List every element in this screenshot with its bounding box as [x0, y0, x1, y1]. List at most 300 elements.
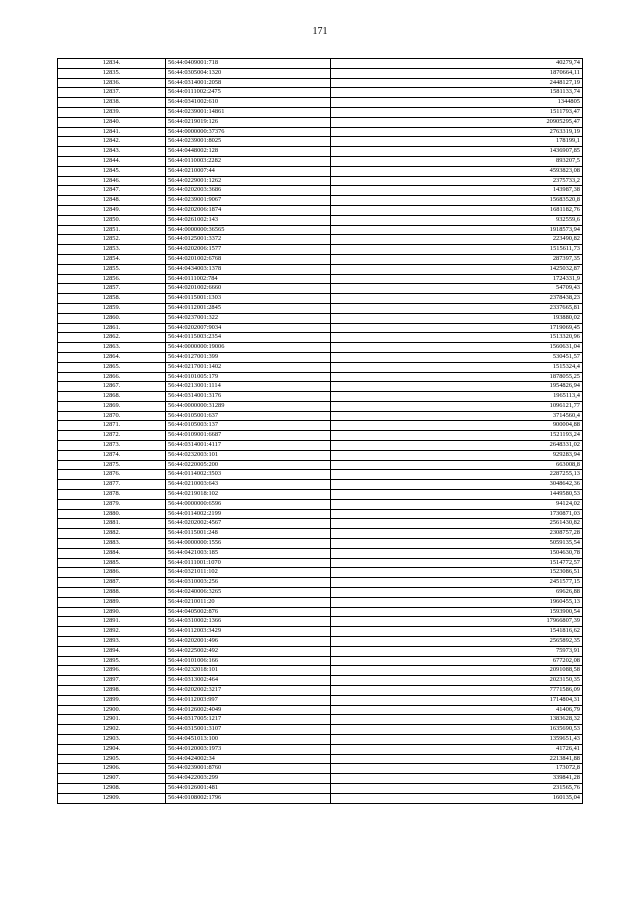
cadastral-number-cell: 56:44:0434003:1378 [166, 264, 331, 274]
cadastral-number-cell: 56:44:0220005:200 [166, 460, 331, 470]
row-number-cell: 12837. [58, 88, 166, 98]
value-cell: 1541816,62 [331, 627, 583, 637]
row-number-cell: 12843. [58, 147, 166, 157]
cadastral-number-cell: 56:44:0202003:3686 [166, 186, 331, 196]
row-number-cell: 12835. [58, 68, 166, 78]
cadastral-number-cell: 56:44:0314001:2058 [166, 78, 331, 88]
row-number-cell: 12876. [58, 470, 166, 480]
value-cell: 5059135,54 [331, 539, 583, 549]
table-row [58, 431, 583, 441]
table-row [58, 499, 583, 509]
value-cell: 900004,88 [331, 421, 583, 431]
table-row [58, 88, 583, 98]
row-number-cell: 12867. [58, 382, 166, 392]
cadastral-number-cell: 56:44:0115001:248 [166, 529, 331, 539]
value-cell: 1870664,11 [331, 68, 583, 78]
table-row [58, 529, 583, 539]
row-number-cell: 12905. [58, 754, 166, 764]
value-cell: 1730871,03 [331, 509, 583, 519]
cadastral-number-cell: 56:44:0112003:997 [166, 695, 331, 705]
cadastral-number-cell: 56:44:0313002:464 [166, 676, 331, 686]
table-row [58, 519, 583, 529]
table-row [58, 774, 583, 784]
cadastral-number-cell: 56:44:0000000:37376 [166, 127, 331, 137]
value-cell: 2763319,19 [331, 127, 583, 137]
value-cell: 2023150,35 [331, 676, 583, 686]
row-number-cell: 12852. [58, 235, 166, 245]
cadastral-number-cell: 56:44:0315001:3107 [166, 725, 331, 735]
table-row [58, 117, 583, 127]
table-body [58, 59, 583, 804]
cadastral-number-cell: 56:44:0111002:2475 [166, 88, 331, 98]
table-row [58, 156, 583, 166]
row-number-cell: 12836. [58, 78, 166, 88]
row-number-cell: 12885. [58, 558, 166, 568]
row-number-cell: 12878. [58, 490, 166, 500]
value-cell: 1918573,94 [331, 225, 583, 235]
row-number-cell: 12886. [58, 568, 166, 578]
cadastral-number-cell: 56:44:0000000:31289 [166, 401, 331, 411]
row-number-cell: 12877. [58, 480, 166, 490]
cadastral-number-cell: 56:44:0237001:322 [166, 313, 331, 323]
cadastral-number-cell: 56:44:0225002:492 [166, 646, 331, 656]
value-cell: 1965113,4 [331, 392, 583, 402]
table-row [58, 441, 583, 451]
row-number-cell: 12854. [58, 254, 166, 264]
value-cell: 1560631,04 [331, 343, 583, 353]
cadastral-number-cell: 56:44:0405002:876 [166, 607, 331, 617]
value-cell: 1714804,31 [331, 695, 583, 705]
row-number-cell: 12856. [58, 274, 166, 284]
row-number-cell: 12903. [58, 734, 166, 744]
table-row [58, 460, 583, 470]
table-row [58, 294, 583, 304]
page-number: 171 [312, 26, 328, 37]
cadastral-number-cell: 56:44:0125001:3372 [166, 235, 331, 245]
row-number-cell: 12868. [58, 392, 166, 402]
table-row [58, 666, 583, 676]
row-number-cell: 12908. [58, 783, 166, 793]
cadastral-number-cell: 56:44:0115001:1303 [166, 294, 331, 304]
cadastral-number-cell: 56:44:0219018:102 [166, 490, 331, 500]
value-cell: 2648331,02 [331, 441, 583, 451]
table-row [58, 343, 583, 353]
value-cell: 4593823,08 [331, 166, 583, 176]
cadastral-number-cell: 56:44:0000000:6596 [166, 499, 331, 509]
table-row [58, 421, 583, 431]
value-cell: 1724331,9 [331, 274, 583, 284]
table-row [58, 548, 583, 558]
row-number-cell: 12861. [58, 323, 166, 333]
table-row [58, 686, 583, 696]
table-row [58, 617, 583, 627]
value-cell: 1436907,85 [331, 147, 583, 157]
table-row [58, 107, 583, 117]
cadastral-value-table [57, 58, 583, 804]
table-row [58, 744, 583, 754]
row-number-cell: 12899. [58, 695, 166, 705]
value-cell: 2091088,58 [331, 666, 583, 676]
table-row [58, 392, 583, 402]
row-number-cell: 12896. [58, 666, 166, 676]
row-number-cell: 12858. [58, 294, 166, 304]
value-cell: 15683520,8 [331, 196, 583, 206]
row-number-cell: 12850. [58, 215, 166, 225]
cadastral-number-cell: 56:44:0120003:1973 [166, 744, 331, 754]
value-cell: 2565892,35 [331, 637, 583, 647]
value-cell: 75973,91 [331, 646, 583, 656]
value-cell: 1359651,43 [331, 734, 583, 744]
value-cell: 1515324,4 [331, 362, 583, 372]
value-cell: 1504630,78 [331, 548, 583, 558]
table-row [58, 578, 583, 588]
row-number-cell: 12871. [58, 421, 166, 431]
row-number-cell: 12860. [58, 313, 166, 323]
value-cell: 2448127,19 [331, 78, 583, 88]
value-cell: 1960455,13 [331, 597, 583, 607]
value-cell: 3048642,36 [331, 480, 583, 490]
value-cell: 530451,57 [331, 352, 583, 362]
row-number-cell: 12853. [58, 245, 166, 255]
cadastral-number-cell: 56:44:0114002:2199 [166, 509, 331, 519]
row-number-cell: 12894. [58, 646, 166, 656]
value-cell: 54709,43 [331, 284, 583, 294]
cadastral-number-cell: 56:44:0115003:2354 [166, 333, 331, 343]
table-row [58, 382, 583, 392]
table-row [58, 509, 583, 519]
cadastral-number-cell: 56:44:0112003:3429 [166, 627, 331, 637]
row-number-cell: 12848. [58, 196, 166, 206]
table-row [58, 215, 583, 225]
row-number-cell: 12887. [58, 578, 166, 588]
table-row [58, 59, 583, 69]
cadastral-number-cell: 56:44:0202002:4567 [166, 519, 331, 529]
cadastral-number-cell: 56:44:0000000:1556 [166, 539, 331, 549]
row-number-cell: 12883. [58, 539, 166, 549]
table-row [58, 313, 583, 323]
table-row [58, 480, 583, 490]
row-number-cell: 12839. [58, 107, 166, 117]
cadastral-number-cell: 56:44:0201002:6660 [166, 284, 331, 294]
cadastral-number-cell: 56:44:0108002:1796 [166, 793, 331, 803]
row-number-cell: 12863. [58, 343, 166, 353]
table-row [58, 764, 583, 774]
cadastral-number-cell: 56:44:0409001:718 [166, 59, 331, 69]
cadastral-number-cell: 56:44:0424002:34 [166, 754, 331, 764]
row-number-cell: 12851. [58, 225, 166, 235]
table-row [58, 225, 583, 235]
value-cell: 7771586,09 [331, 686, 583, 696]
cadastral-number-cell: 56:44:0201002:6768 [166, 254, 331, 264]
row-number-cell: 12889. [58, 597, 166, 607]
table-row [58, 705, 583, 715]
table-row [58, 401, 583, 411]
table-row [58, 245, 583, 255]
cadastral-number-cell: 56:44:0421003:185 [166, 548, 331, 558]
table-row [58, 284, 583, 294]
row-number-cell: 12893. [58, 637, 166, 647]
row-number-cell: 12901. [58, 715, 166, 725]
value-cell: 2378438,23 [331, 294, 583, 304]
value-cell: 231565,76 [331, 783, 583, 793]
value-cell: 193880,02 [331, 313, 583, 323]
cadastral-number-cell: 56:44:0110003:2282 [166, 156, 331, 166]
value-cell: 1383628,32 [331, 715, 583, 725]
row-number-cell: 12859. [58, 303, 166, 313]
value-cell: 663008,8 [331, 460, 583, 470]
table-row [58, 254, 583, 264]
cadastral-number-cell: 56:44:0101005:179 [166, 372, 331, 382]
table-row [58, 166, 583, 176]
row-number-cell: 12857. [58, 284, 166, 294]
row-number-cell: 12862. [58, 333, 166, 343]
cadastral-number-cell: 56:44:0210011:20 [166, 597, 331, 607]
cadastral-number-cell: 56:44:0105001:637 [166, 411, 331, 421]
table-row [58, 450, 583, 460]
table-row [58, 637, 583, 647]
value-cell: 1096121,77 [331, 401, 583, 411]
value-cell: 160135,04 [331, 793, 583, 803]
table-row [58, 783, 583, 793]
value-cell: 17966807,39 [331, 617, 583, 627]
row-number-cell: 12897. [58, 676, 166, 686]
table-row [58, 754, 583, 764]
value-cell: 143987,38 [331, 186, 583, 196]
table-row [58, 656, 583, 666]
table-row [58, 715, 583, 725]
row-number-cell: 12845. [58, 166, 166, 176]
cadastral-number-cell: 56:44:0305004:1320 [166, 68, 331, 78]
cadastral-number-cell: 56:44:0310003:256 [166, 578, 331, 588]
row-number-cell: 12890. [58, 607, 166, 617]
row-number-cell: 12898. [58, 686, 166, 696]
row-number-cell: 12888. [58, 588, 166, 598]
value-cell: 69626,88 [331, 588, 583, 598]
row-number-cell: 12846. [58, 176, 166, 186]
row-number-cell: 12874. [58, 450, 166, 460]
table-row [58, 411, 583, 421]
row-number-cell: 12900. [58, 705, 166, 715]
cadastral-number-cell: 56:44:0261002:143 [166, 215, 331, 225]
table-row [58, 78, 583, 88]
cadastral-number-cell: 56:44:0317005:1217 [166, 715, 331, 725]
cadastral-number-cell: 56:44:0202007:9034 [166, 323, 331, 333]
value-cell: 1514772,57 [331, 558, 583, 568]
cadastral-number-cell: 56:44:0232003:101 [166, 450, 331, 460]
value-cell: 2308757,28 [331, 529, 583, 539]
table-row [58, 597, 583, 607]
table-row [58, 627, 583, 637]
table-row [58, 734, 583, 744]
cadastral-number-cell: 56:44:0422003:299 [166, 774, 331, 784]
value-cell: 20905295,47 [331, 117, 583, 127]
value-cell: 929283,94 [331, 450, 583, 460]
table-row [58, 539, 583, 549]
value-cell: 94124,02 [331, 499, 583, 509]
table-row [58, 607, 583, 617]
table-row [58, 98, 583, 108]
value-cell: 41726,41 [331, 744, 583, 754]
row-number-cell: 12880. [58, 509, 166, 519]
row-number-cell: 12866. [58, 372, 166, 382]
table-row [58, 470, 583, 480]
value-cell: 3714560,4 [331, 411, 583, 421]
cadastral-number-cell: 56:44:0229001:1262 [166, 176, 331, 186]
table-row [58, 372, 583, 382]
value-cell: 287397,35 [331, 254, 583, 264]
row-number-cell: 12907. [58, 774, 166, 784]
table-row [58, 568, 583, 578]
row-number-cell: 12849. [58, 205, 166, 215]
row-number-cell: 12882. [58, 529, 166, 539]
table-row [58, 137, 583, 147]
value-cell: 1425032,87 [331, 264, 583, 274]
row-number-cell: 12834. [58, 59, 166, 69]
cadastral-number-cell: 56:44:0451013:100 [166, 734, 331, 744]
table-row [58, 196, 583, 206]
cadastral-number-cell: 56:44:0310002:1366 [166, 617, 331, 627]
cadastral-number-cell: 56:44:0210003:643 [166, 480, 331, 490]
value-cell: 2287255,13 [331, 470, 583, 480]
value-cell: 173072,8 [331, 764, 583, 774]
table-row [58, 264, 583, 274]
row-number-cell: 12841. [58, 127, 166, 137]
value-cell: 1449580,53 [331, 490, 583, 500]
cadastral-number-cell: 56:44:0213001:1114 [166, 382, 331, 392]
cadastral-number-cell: 56:44:0202001:496 [166, 637, 331, 647]
row-number-cell: 12870. [58, 411, 166, 421]
cadastral-number-cell: 56:44:0111001:1070 [166, 558, 331, 568]
value-cell: 1344805 [331, 98, 583, 108]
value-cell: 2337665,81 [331, 303, 583, 313]
row-number-cell: 12884. [58, 548, 166, 558]
cadastral-number-cell: 56:44:0000000:36565 [166, 225, 331, 235]
cadastral-number-cell: 56:44:0217001:1402 [166, 362, 331, 372]
value-cell: 223490,82 [331, 235, 583, 245]
cadastral-number-cell: 56:44:0101006:166 [166, 656, 331, 666]
row-number-cell: 12838. [58, 98, 166, 108]
cadastral-number-cell: 56:44:0111002:784 [166, 274, 331, 284]
table-row [58, 362, 583, 372]
row-number-cell: 12904. [58, 744, 166, 754]
row-number-cell: 12892. [58, 627, 166, 637]
row-number-cell: 12869. [58, 401, 166, 411]
cadastral-number-cell: 56:44:0112001:2845 [166, 303, 331, 313]
row-number-cell: 12895. [58, 656, 166, 666]
table-row [58, 274, 583, 284]
table-row [58, 490, 583, 500]
value-cell: 1511793,47 [331, 107, 583, 117]
row-number-cell: 12844. [58, 156, 166, 166]
cadastral-number-cell: 56:44:0239001:14861 [166, 107, 331, 117]
cadastral-number-cell: 56:44:0105003:137 [166, 421, 331, 431]
row-number-cell: 12872. [58, 431, 166, 441]
row-number-cell: 12847. [58, 186, 166, 196]
cadastral-number-cell: 56:44:0202006:1874 [166, 205, 331, 215]
cadastral-number-cell: 56:44:0239001:9067 [166, 196, 331, 206]
row-number-cell: 12879. [58, 499, 166, 509]
cadastral-number-cell: 56:44:0321011:102 [166, 568, 331, 578]
value-cell: 2451577,15 [331, 578, 583, 588]
value-cell: 1719069,45 [331, 323, 583, 333]
row-number-cell: 12891. [58, 617, 166, 627]
row-number-cell: 12875. [58, 460, 166, 470]
value-cell: 2561430,82 [331, 519, 583, 529]
value-cell: 1523086,51 [331, 568, 583, 578]
cadastral-number-cell: 56:44:0239001:8760 [166, 764, 331, 774]
row-number-cell: 12909. [58, 793, 166, 803]
table-row [58, 127, 583, 137]
cadastral-number-cell: 56:44:0219019:126 [166, 117, 331, 127]
row-number-cell: 12865. [58, 362, 166, 372]
row-number-cell: 12864. [58, 352, 166, 362]
value-cell: 41406,79 [331, 705, 583, 715]
table-row [58, 176, 583, 186]
cadastral-number-cell: 56:44:0240006:3265 [166, 588, 331, 598]
value-cell: 1878055,25 [331, 372, 583, 382]
value-cell: 677202,08 [331, 656, 583, 666]
cadastral-number-cell: 56:44:0448002:128 [166, 147, 331, 157]
table-row [58, 558, 583, 568]
cadastral-number-cell: 56:44:0202006:1577 [166, 245, 331, 255]
row-number-cell: 12873. [58, 441, 166, 451]
cadastral-number-cell: 56:44:0127001:399 [166, 352, 331, 362]
value-cell: 40279,74 [331, 59, 583, 69]
value-cell: 1635690,53 [331, 725, 583, 735]
row-number-cell: 12881. [58, 519, 166, 529]
cadastral-number-cell: 56:44:0210007:44 [166, 166, 331, 176]
cadastral-number-cell: 56:44:0109001:6687 [166, 431, 331, 441]
cadastral-number-cell: 56:44:0314001:4117 [166, 441, 331, 451]
table-row [58, 793, 583, 803]
table-row [58, 323, 583, 333]
cadastral-number-cell: 56:44:0232018:101 [166, 666, 331, 676]
value-cell: 1954826,94 [331, 382, 583, 392]
row-number-cell: 12906. [58, 764, 166, 774]
cadastral-number-cell: 56:44:0341002:610 [166, 98, 331, 108]
cadastral-number-cell: 56:44:0126001:481 [166, 783, 331, 793]
table-row [58, 333, 583, 343]
value-cell: 2375733,2 [331, 176, 583, 186]
table-row [58, 147, 583, 157]
table-row [58, 725, 583, 735]
cadastral-number-cell: 56:44:0114002:3503 [166, 470, 331, 480]
row-number-cell: 12902. [58, 725, 166, 735]
table-row [58, 186, 583, 196]
value-cell: 2213841,88 [331, 754, 583, 764]
cadastral-number-cell: 56:44:0000000:19006 [166, 343, 331, 353]
value-cell: 1513320,96 [331, 333, 583, 343]
table-row [58, 695, 583, 705]
value-cell: 1521193,24 [331, 431, 583, 441]
row-number-cell: 12842. [58, 137, 166, 147]
table-row [58, 205, 583, 215]
row-number-cell: 12855. [58, 264, 166, 274]
value-cell: 1681182,76 [331, 205, 583, 215]
table-row [58, 676, 583, 686]
cadastral-number-cell: 56:44:0239001:8025 [166, 137, 331, 147]
value-cell: 339841,28 [331, 774, 583, 784]
cadastral-number-cell: 56:44:0126002:4049 [166, 705, 331, 715]
value-cell: 1515611,73 [331, 245, 583, 255]
value-cell: 178199,1 [331, 137, 583, 147]
value-cell: 1581133,74 [331, 88, 583, 98]
table-row [58, 68, 583, 78]
value-cell: 893207,5 [331, 156, 583, 166]
value-cell: 1593900,54 [331, 607, 583, 617]
table-row [58, 235, 583, 245]
row-number-cell: 12840. [58, 117, 166, 127]
